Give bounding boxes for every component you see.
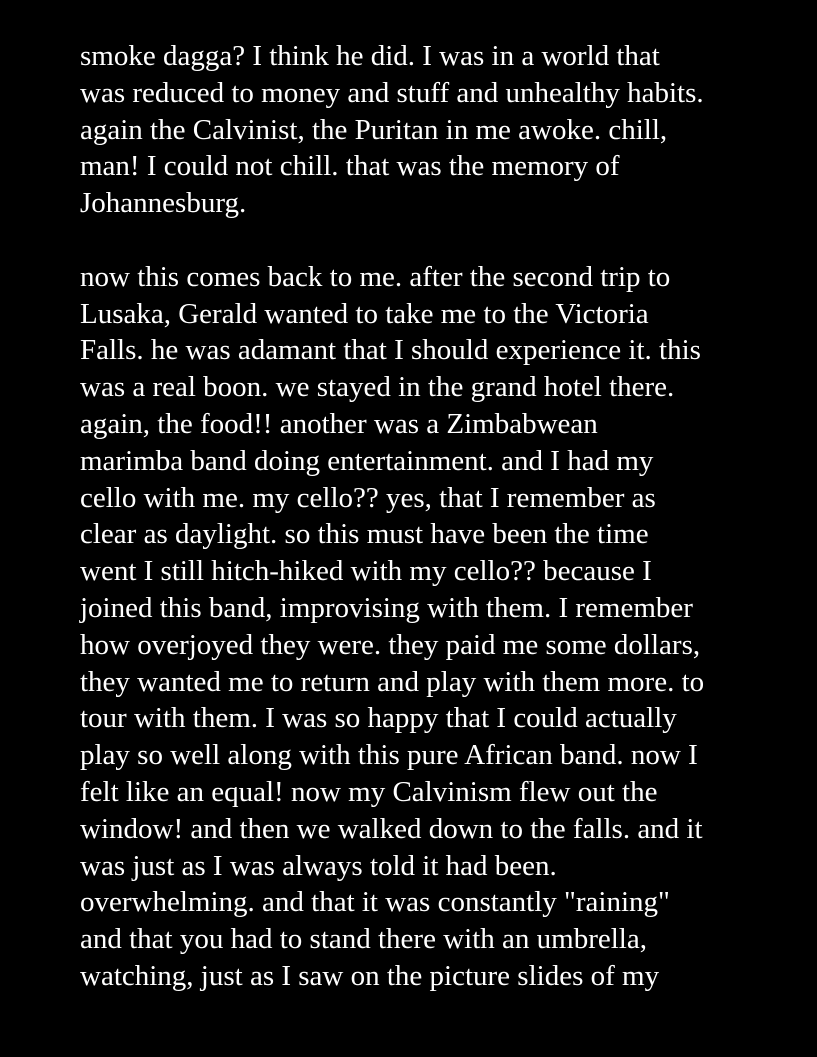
text-line: watching, just as I saw on the picture slides of my	[80, 959, 660, 992]
text-line: how overjoyed they were. they paid me some dollars,	[80, 628, 701, 661]
text-line: Johannesburg.	[80, 187, 247, 220]
text-line: tour with them. I was so happy that I could actually	[80, 702, 677, 735]
text-line: play so well along with this pure African band. now I	[80, 739, 698, 772]
text-line: again the Calvinist, the Puritan in me awoke. chill,	[80, 113, 668, 146]
text-line: overwhelming. and that it was constantly "raining"	[80, 886, 670, 919]
text-line: man! I could not chill. that was the memory of	[80, 150, 620, 183]
text-line: was a real boon. we stayed in the grand hotel there.	[80, 371, 675, 404]
text-line: Lusaka, Gerald wanted to take me to the Victoria	[80, 297, 649, 330]
text-line: and that you had to stand there with an umbrella,	[80, 923, 647, 956]
text-line: marimba band doing entertainment. and I had my	[80, 444, 654, 477]
text-line: cello with me. my cello?? yes, that I remember as	[80, 481, 656, 514]
paragraph-victoria-falls	[80, 259, 790, 995]
text-line: felt like an equal! now my Calvinism flew out the	[80, 775, 658, 808]
text-line: clear as daylight. so this must have been the time	[80, 518, 649, 551]
text-line: now this comes back to me. after the second trip to	[80, 260, 671, 293]
text-line: Falls. he was adamant that I should experience it. this	[80, 334, 701, 367]
text-line: they wanted me to return and play with them more. to	[80, 665, 705, 698]
paragraph-break	[80, 222, 790, 259]
text-line: joined this band, improvising with them. I remember	[80, 591, 693, 624]
document-text	[80, 38, 790, 995]
text-line: smoke dagga? I think he did. I was in a world that	[80, 40, 660, 72]
paragraph-johannesburg	[80, 38, 790, 222]
text-line: was just as I was always told it had been.	[80, 849, 557, 882]
text-line: went I still hitch-hiked with my cello?? because I	[80, 555, 652, 588]
text-line: again, the food!! another was a Zimbabwean	[80, 407, 598, 440]
text-line: window! and then we walked down to the falls. and it	[80, 812, 703, 845]
text-line: was reduced to money and stuff and unhealthy habits.	[80, 76, 704, 109]
